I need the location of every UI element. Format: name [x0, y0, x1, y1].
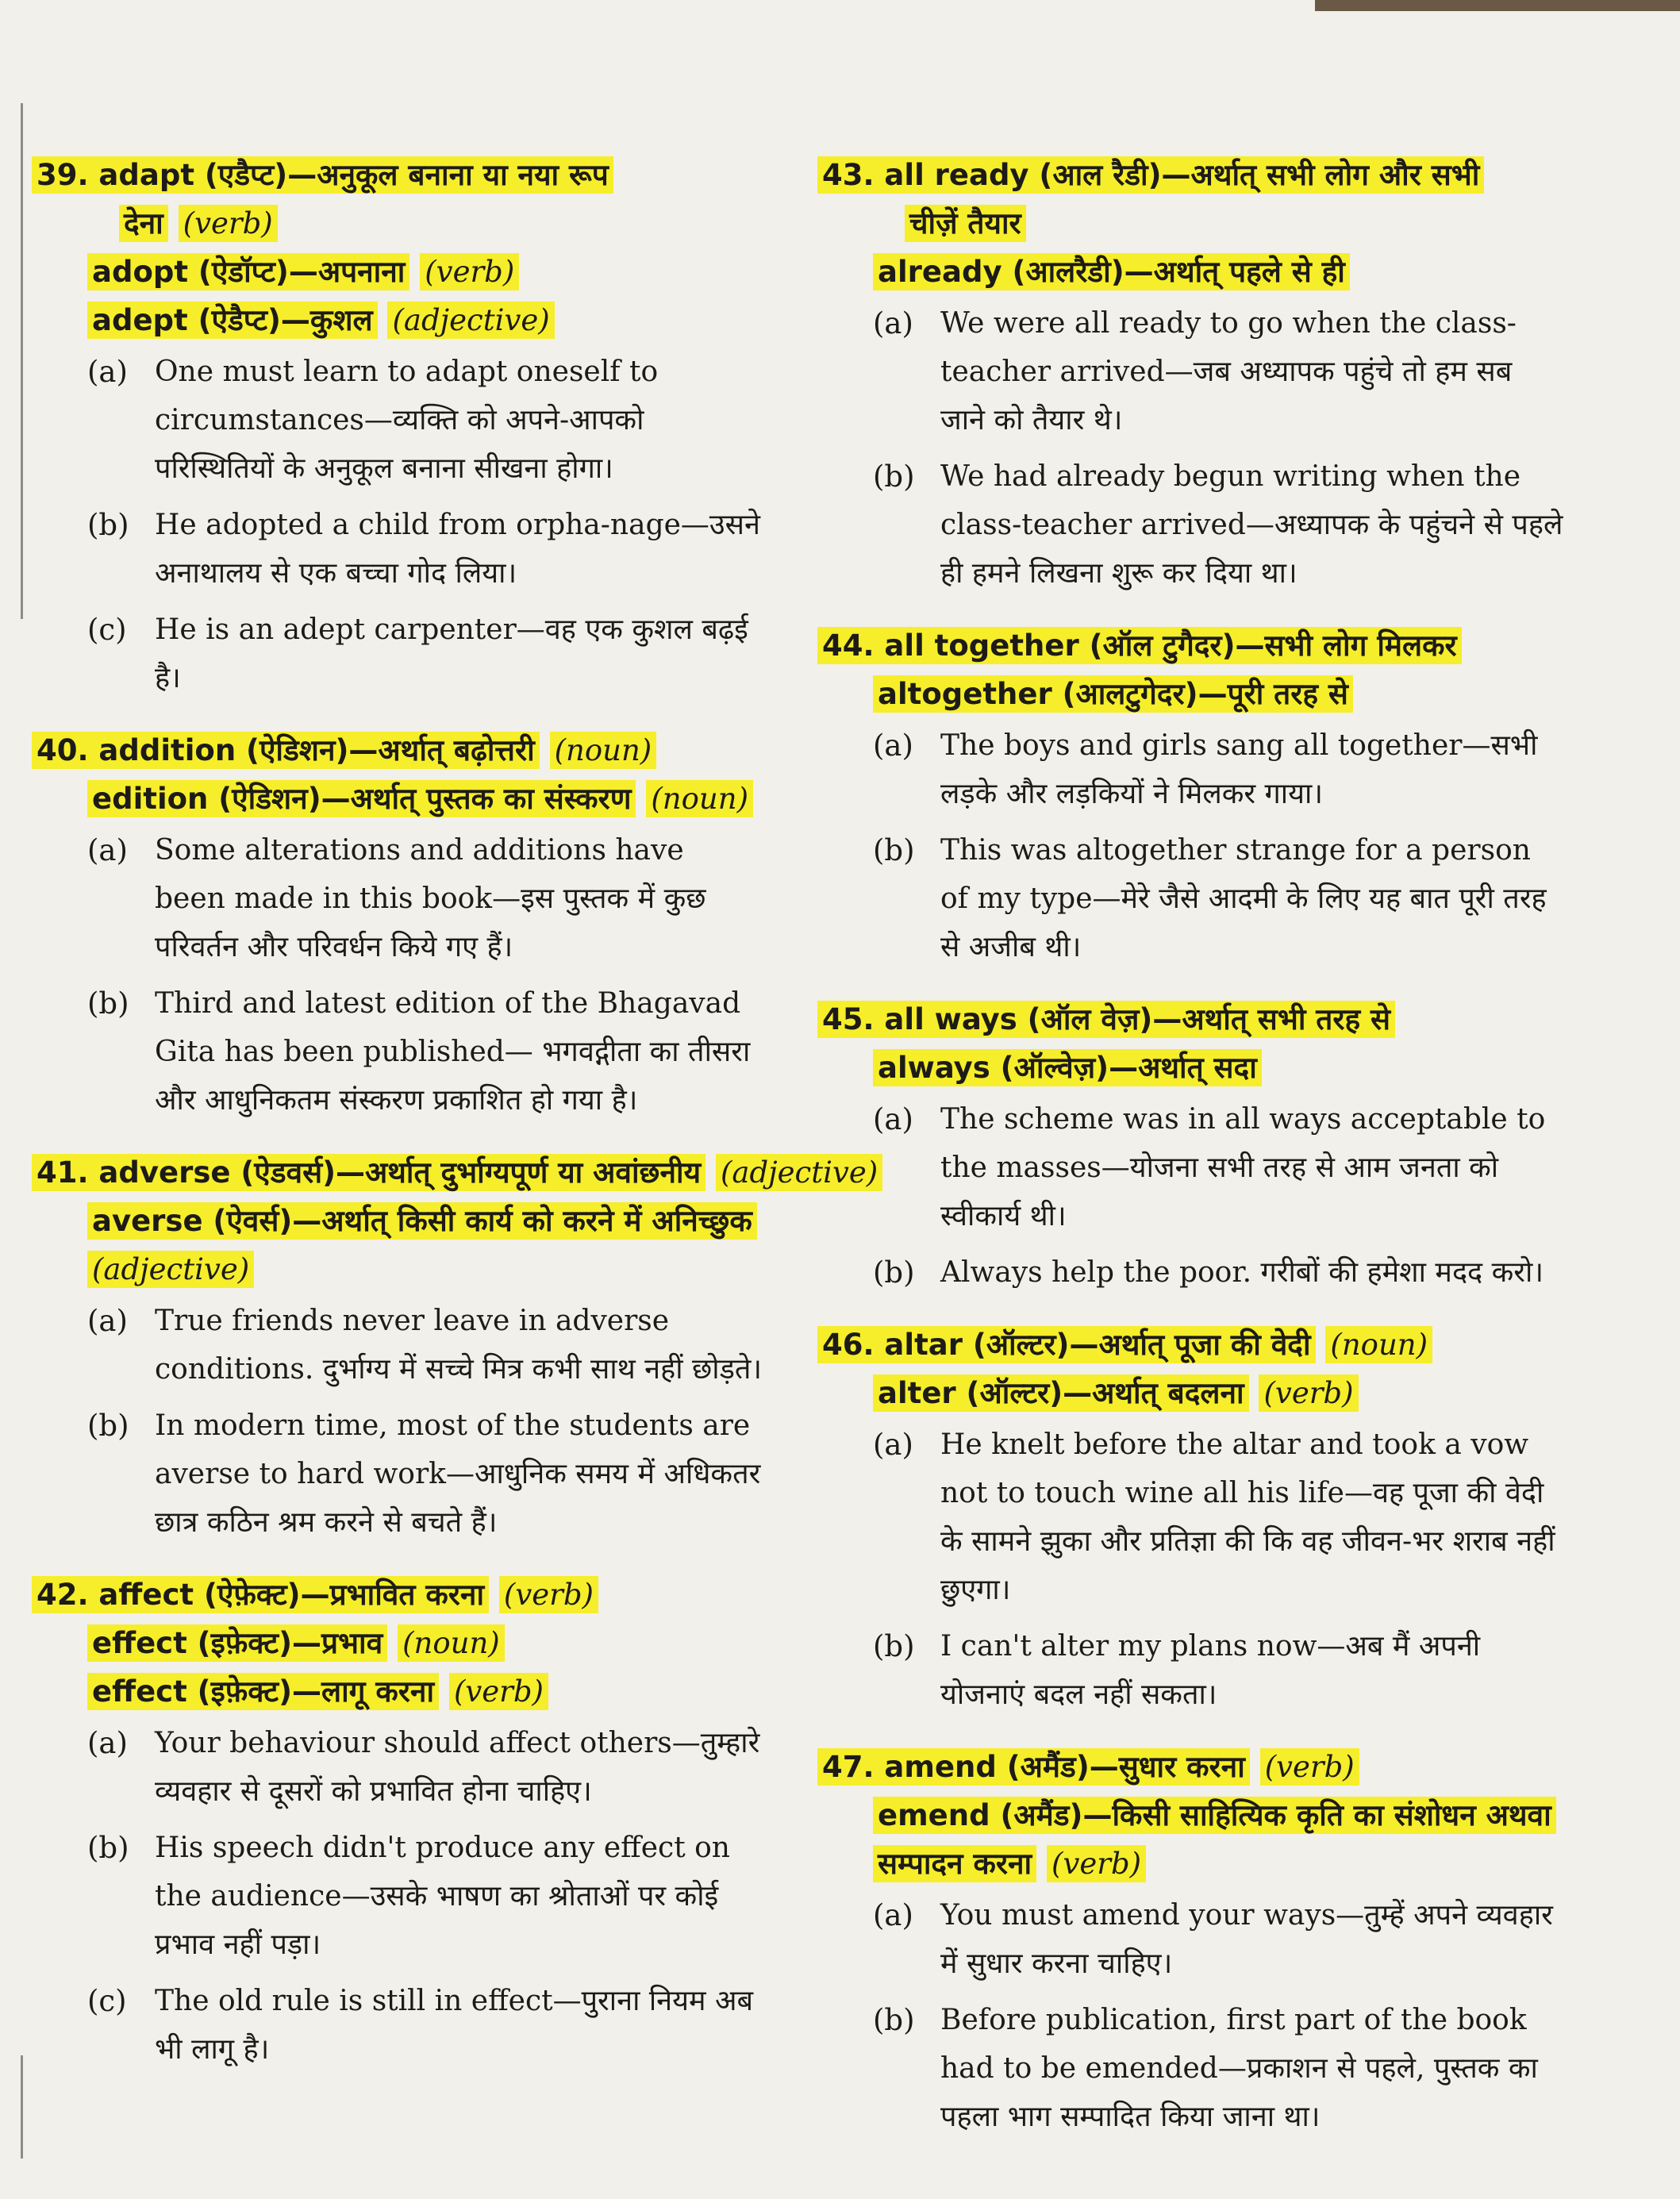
part-of-speech: (adjective)	[387, 302, 554, 339]
related-word-text: altogether (आलटुगेदर)—पूरी तरह से	[873, 675, 1353, 713]
related-word-text: alter (ऑल्टर)—अर्थात् बदलना	[873, 1374, 1249, 1412]
example-text: Before publication, first part of the book had to be emended—प्रकाशन से पहले, पुस्तक का पहला भाग सम्पादित किया जाना था।	[940, 2004, 1538, 2133]
entry-heading-text: 46. altar (ऑल्टर)—अर्थात् पूजा की वेदी	[817, 1326, 1316, 1363]
entry-heading-text: 42. affect (ऐफ़ेक्ट)—प्रभावित करना	[32, 1576, 489, 1613]
example-label: (a)	[87, 833, 128, 867]
example-sentence	[817, 1996, 1563, 2141]
related-word-text: effect (इफ़ेक्ट)—लागू करना	[87, 1673, 439, 1710]
word-entry	[32, 1570, 762, 2074]
example-label: (b)	[87, 986, 129, 1021]
example-sentence	[817, 1891, 1563, 1988]
part-of-speech: (noun)	[646, 780, 753, 817]
entry-heading	[32, 726, 762, 775]
entry-heading	[817, 621, 1563, 670]
example-label: (b)	[87, 508, 129, 542]
entry-heading	[32, 1570, 762, 1619]
part-of-speech: (noun)	[398, 1624, 505, 1662]
margin-line	[21, 2055, 23, 2159]
example-sentence	[817, 299, 1563, 444]
part-of-speech: (adjective)	[87, 1251, 254, 1288]
example-label: (c)	[87, 1984, 127, 2018]
entry-heading-continued	[32, 199, 762, 248]
entry-heading-text: देना	[119, 205, 168, 242]
example-label: (a)	[87, 1304, 128, 1338]
entry-heading	[32, 151, 762, 199]
part-of-speech: (verb)	[420, 253, 519, 290]
part-of-speech: (adjective)	[716, 1154, 882, 1191]
related-word	[817, 248, 1563, 296]
word-entry	[32, 1148, 878, 1547]
example-text: The scheme was in all ways acceptable to the masses—योजना सभी तरह से आम जनता को स्वीकार्य थी।	[940, 1103, 1546, 1232]
example-label: (a)	[873, 1102, 913, 1136]
entry-heading-text: 43. all ready (आल रैडी)—अर्थात् सभी लोग और सभी	[817, 156, 1484, 194]
entry-heading	[32, 1148, 878, 1197]
example-label: (a)	[87, 355, 128, 389]
entry-heading	[817, 995, 1563, 1044]
example-sentence	[32, 1977, 762, 2074]
related-word	[817, 1044, 1563, 1092]
example-label: (b)	[873, 2003, 915, 2037]
entry-heading	[817, 1321, 1563, 1369]
example-sentence	[817, 1622, 1563, 1719]
entry-heading	[817, 151, 1563, 199]
example-sentence	[817, 452, 1563, 598]
related-word	[817, 1791, 1563, 1888]
entry-heading-text: 40. addition (ऐडिशन)—अर्थात् बढ़ोत्तरी	[32, 732, 540, 769]
entry-heading-text: चीज़ें तैयार	[905, 205, 1026, 242]
margin-line	[21, 103, 23, 619]
related-word	[32, 1197, 762, 1294]
example-sentence	[817, 721, 1563, 818]
example-sentence	[817, 1248, 1563, 1297]
example-text: We were all ready to go when the class-teacher arrived—जब अध्यापक पहुंचे तो हम सब जाने को तैयार थे।	[940, 307, 1517, 436]
example-sentence	[817, 826, 1563, 971]
related-word-text: adept (ऐडैप्ट)—कुशल	[87, 302, 378, 339]
related-word-text: already (आलरैडी)—अर्थात् पहले से ही	[873, 253, 1350, 290]
example-label: (a)	[87, 1726, 128, 1760]
entry-heading-text: 45. all ways (ऑल वेज़)—अर्थात् सभी तरह से	[817, 1001, 1395, 1038]
word-entry	[817, 1321, 1563, 1719]
example-sentence	[817, 1095, 1563, 1240]
left-column	[32, 151, 878, 2097]
example-label: (b)	[873, 1255, 915, 1290]
example-text: Some alterations and additions have been made in this book—इस पुस्तक में कुछ परिवर्तन और परिवर्धन किये गए हैं।	[155, 834, 706, 963]
part-of-speech: (verb)	[179, 205, 278, 242]
related-word	[32, 296, 762, 344]
related-word	[32, 1619, 762, 1667]
part-of-speech: (verb)	[1260, 1748, 1359, 1786]
example-sentence	[32, 979, 762, 1124]
related-word	[32, 248, 762, 296]
example-text: Always help the poor. गरीबों की हमेशा मदद करो।	[940, 1256, 1544, 1289]
entry-heading	[817, 1743, 1563, 1791]
word-entry	[32, 151, 762, 702]
example-text: True friends never leave in adverse conditions. दुर्भाग्य में सच्चे मित्र कभी साथ नहीं छोड़ते।	[155, 1305, 762, 1386]
word-entry	[817, 621, 1563, 971]
example-sentence	[32, 501, 762, 598]
related-word-text: averse (ऐवर्स)—अर्थात् किसी कार्य को करने में अनिच्छुक	[87, 1202, 757, 1240]
example-label: (a)	[873, 306, 913, 340]
related-word	[817, 1369, 1563, 1417]
example-text: You must amend your ways—तुम्हें अपने व्यवहार में सुधार करना चाहिए।	[940, 1899, 1553, 1980]
word-entry	[817, 995, 1563, 1297]
entry-heading-text: 39. adapt (एडैप्ट)—अनुकूल बनाना या नया रूप	[32, 156, 613, 194]
part-of-speech: (noun)	[1325, 1326, 1432, 1363]
example-text: We had already begun writing when the class-teacher arrived—अध्यापक के पहुंचने से पहले ही हमने लिखना शुरू कर दिया था।	[940, 460, 1563, 590]
example-text: The old rule is still in effect—पुराना नियम अब भी लागू है।	[155, 1985, 754, 2066]
example-sentence	[32, 1719, 762, 1816]
part-of-speech: (verb)	[449, 1673, 548, 1710]
example-sentence	[32, 826, 762, 971]
example-text: This was altogether strange for a person of my type—मेरे जैसे आदमी के लिए यह बात पूरी तरह से अजीब थी।	[940, 834, 1547, 963]
word-entry	[32, 726, 762, 1124]
example-text: Your behaviour should affect others—तुम्हारे व्यवहार से दूसरों को प्रभावित होना चाहिए।	[155, 1727, 760, 1808]
related-word-text: emend (अमैंड)—किसी साहित्यिक कृति का संशोधन अथवा सम्पादन करना	[873, 1797, 1556, 1882]
example-label: (b)	[873, 459, 915, 494]
example-label: (b)	[87, 1409, 129, 1443]
example-label: (b)	[873, 833, 915, 867]
entry-heading-text: 44. all together (ऑल टुगैदर)—सभी लोग मिलकर	[817, 627, 1462, 664]
example-text: His speech didn't produce any effect on the audience—उसके भाषण का श्रोताओं पर कोई प्रभाव नहीं पड़ा।	[155, 1832, 730, 1961]
part-of-speech: (noun)	[550, 732, 657, 769]
example-label: (a)	[873, 729, 913, 763]
example-label: (b)	[873, 1629, 915, 1663]
part-of-speech: (verb)	[1259, 1374, 1358, 1412]
scan-edge	[1315, 0, 1680, 11]
example-text: In modern time, most of the students are averse to hard work—आधुनिक समय में अधिकतर छात्र कठिन श्रम करने से बचते हैं।	[155, 1409, 761, 1539]
related-word	[817, 670, 1563, 718]
word-entry	[817, 1743, 1563, 2141]
related-word-text: always (ऑल्वेज़)—अर्थात् सदा	[873, 1049, 1262, 1086]
part-of-speech: (verb)	[1047, 1845, 1146, 1882]
entry-heading-text: 41. adverse (ऐडवर्स)—अर्थात् दुर्भाग्यपूर्ण या अवांछनीय	[32, 1154, 705, 1191]
example-sentence	[32, 605, 762, 702]
example-text: One must learn to adapt oneself to circumstances—व्यक्ति को अपने-आपको परिस्थितियों के अनुकूल बनाना सीखना होगा।	[155, 356, 659, 485]
example-label: (a)	[873, 1428, 913, 1462]
word-entry	[817, 151, 1563, 598]
example-text: He is an adept carpenter—वह एक कुशल बढ़ई है।	[155, 613, 748, 694]
example-label: (a)	[873, 1898, 913, 1932]
related-word-text: edition (ऐडिशन)—अर्थात् पुस्तक का संस्करण	[87, 780, 636, 817]
example-sentence	[817, 1421, 1563, 1614]
example-sentence	[32, 1401, 762, 1547]
related-word	[32, 775, 762, 823]
example-text: He knelt before the altar and took a vow not to touch wine all his life—वह पूजा की वेदी के सामने झुका और प्रतिज्ञा की कि वह जीवन-भर शराब नहीं छुएगा।	[940, 1428, 1555, 1606]
related-word	[32, 1667, 762, 1716]
related-word-text: effect (इफ़ेक्ट)—प्रभाव	[87, 1624, 387, 1662]
example-text: He adopted a child from orpha-nage—उसने अनाथालय से एक बच्चा गोद लिया।	[155, 509, 760, 590]
example-text: I can't alter my plans now—अब मैं अपनी योजनाएं बदल नहीं सकता।	[940, 1630, 1481, 1711]
example-sentence	[32, 1824, 762, 1969]
example-label: (c)	[87, 613, 127, 647]
related-word-text: adopt (ऐडॉप्ट)—अपनाना	[87, 253, 409, 290]
entry-heading-text: 47. amend (अमैंड)—सुधार करना	[817, 1748, 1250, 1786]
right-column	[817, 151, 1563, 2165]
example-text: Third and latest edition of the Bhagavad Gita has been published— भगवद्गीता का तीसरा और आधुनिकतम संस्करण प्रकाशित हो गया है।	[155, 987, 751, 1117]
example-sentence	[32, 348, 762, 493]
entry-heading-continued	[817, 199, 1563, 248]
example-sentence	[32, 1297, 762, 1394]
part-of-speech: (verb)	[499, 1576, 598, 1613]
example-label: (b)	[87, 1831, 129, 1865]
example-text: The boys and girls sang all together—सभी लड़के और लड़कियों ने मिलकर गाया।	[940, 729, 1538, 810]
